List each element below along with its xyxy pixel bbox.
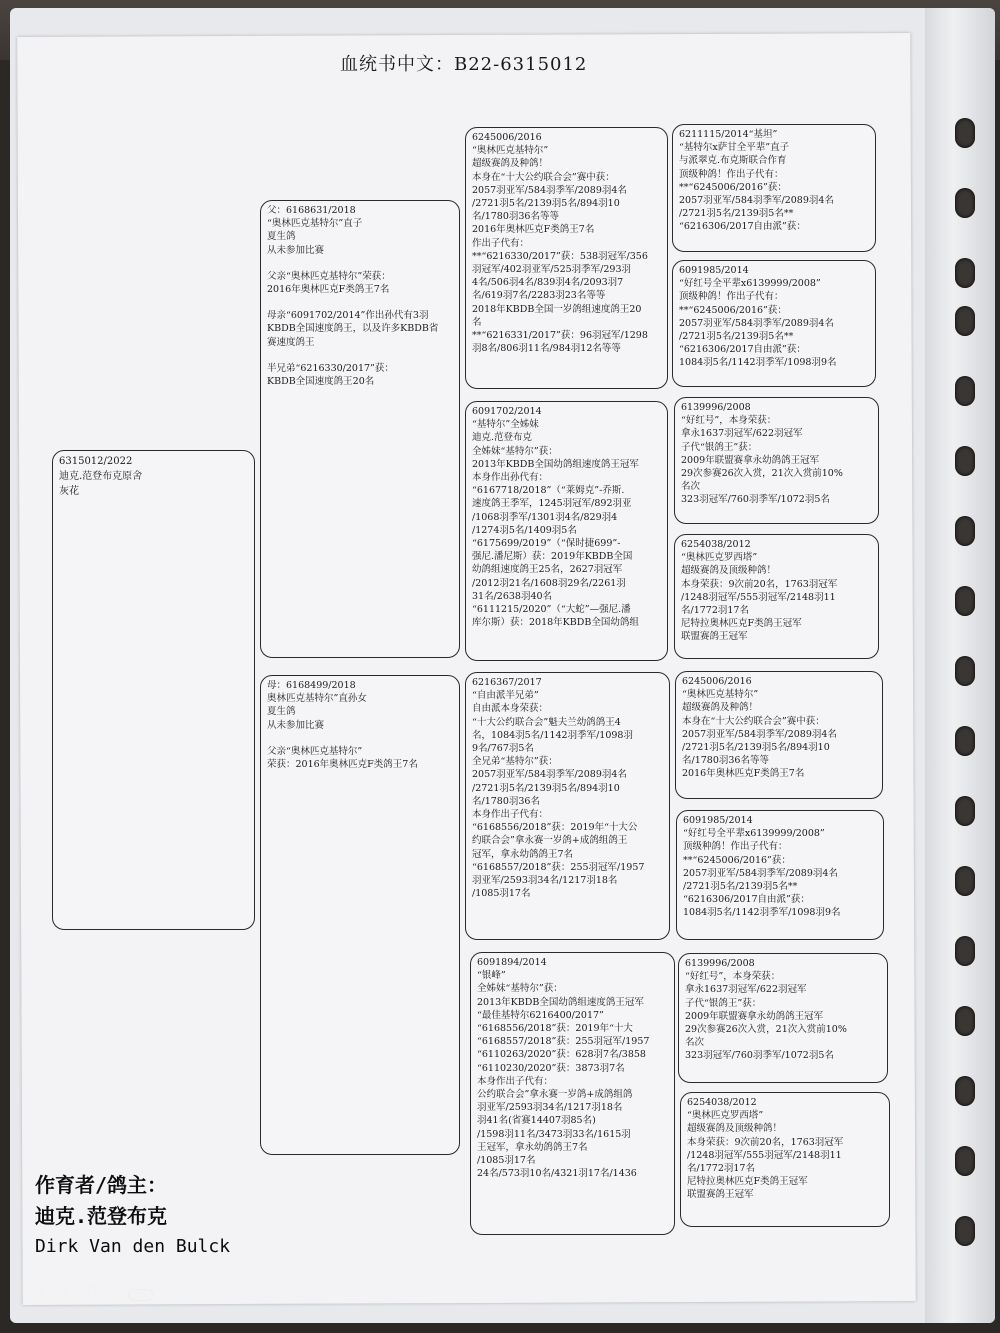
pedigree-line: “奥林匹克基特尔” bbox=[472, 145, 549, 157]
pedigree-line: /1068羽季军/1301羽4名/829羽4 bbox=[472, 511, 618, 523]
pedigree-box-sdd bbox=[674, 534, 879, 659]
pedigree-line: 半兄弟“6216330/2017”获： bbox=[267, 362, 394, 374]
pedigree-line: 2013年KBDB全国幼鸽组速度鸽王冠军 bbox=[472, 458, 639, 470]
breeder-name-cn: 迪克.范登布克 bbox=[35, 1204, 168, 1228]
pedigree-line: 奥林匹克基特尔”直孙女 bbox=[267, 693, 367, 705]
pedigree-line: 2057羽亚军/584羽季军/2089羽4名 bbox=[472, 184, 627, 196]
pedigree-line: 2057羽亚军/584羽季军/2089羽4名 bbox=[683, 867, 838, 879]
pedigree-line: 冠军，拿永幼鸽鸽王7名 bbox=[472, 848, 574, 860]
pedigree-line: 6254038/2012 bbox=[687, 1097, 757, 1108]
pedigree-line bbox=[267, 732, 453, 745]
pedigree-line: /1085羽17名 bbox=[477, 1155, 536, 1167]
pedigree-line: “6216306/2017自由派”获： bbox=[679, 344, 806, 356]
pedigree-line: /2721羽5名/2139羽5名/894羽10 bbox=[472, 198, 620, 210]
pedigree-line: 迪克.范登布克 bbox=[472, 432, 533, 444]
pedigree-line: 1084羽5名/1142羽季军/1098羽9名 bbox=[679, 357, 837, 369]
pedigree-line: 2057羽亚军/584羽季军/2089羽4名 bbox=[472, 769, 627, 781]
pedigree-line: 名，1084羽5名/1142羽季军/1098羽 bbox=[472, 729, 633, 741]
pedigree-line: 父：6168631/2018 bbox=[267, 205, 356, 216]
pedigree-line: “奥林匹克基特尔” bbox=[682, 689, 759, 701]
binder-hole bbox=[955, 1216, 975, 1246]
pedigree-line: “6167718/2018”（“莱姆克”-乔斯. bbox=[472, 485, 625, 497]
pedigree-line: 本身在“十大公约联合会”赛中获： bbox=[682, 715, 825, 727]
pedigree-line: “好红号”，本身荣获： bbox=[681, 415, 777, 427]
pedigree-line: /2012羽21名/1608羽29名/2261羽 bbox=[472, 577, 626, 589]
pedigree-line: 2016年奥林匹克F类鸽王7名 bbox=[682, 768, 805, 780]
pedigree-line: “十大公约联合会”魁夫兰幼鸽鸽王4 bbox=[472, 716, 621, 728]
pedigree-line: 名/1780羽36名等等 bbox=[472, 211, 559, 223]
pedigree-line: 速度鸽王季军，1245羽冠军/892羽亚 bbox=[472, 498, 632, 510]
pedigree-box-ssd bbox=[672, 260, 876, 387]
pedigree-line: 联盟赛鸽王冠军 bbox=[687, 1189, 754, 1201]
pedigree-line: 母亲“6091702/2014”作出孙代有3羽 bbox=[267, 310, 429, 322]
pedigree-line: 名/619羽7名/2283羽23名等等 bbox=[472, 290, 606, 302]
pedigree-line: **“6245006/2016”获： bbox=[683, 854, 791, 866]
pedigree-line: 2009年联盟赛拿永幼鸽鸽王冠军 bbox=[685, 1010, 824, 1022]
pedigree-line: “好红号”，本身荣获： bbox=[685, 971, 781, 983]
pedigree-line: 全姊妹“基特尔”获： bbox=[472, 445, 558, 457]
binder-hole bbox=[955, 306, 975, 336]
pedigree-line: 赛速度鸽王 bbox=[267, 336, 315, 348]
pedigree-line: 自由派本身荣获： bbox=[472, 703, 549, 715]
pedigree-line: “好红号全平辈x6139999/2008” bbox=[679, 278, 821, 290]
pedigree-line: /2721羽5名/2139羽5名/894羽10 bbox=[472, 782, 620, 794]
pedigree-box-sire-dam bbox=[465, 401, 668, 661]
pedigree-line: 6245006/2016 bbox=[472, 132, 542, 143]
binder-hole bbox=[955, 516, 975, 546]
pedigree-line: “奥林匹克罗西塔” bbox=[687, 1110, 764, 1122]
binder-hole bbox=[955, 796, 975, 826]
pedigree-line: “6111215/2020”（“大蛇”—强尼.潘 bbox=[472, 604, 631, 616]
pedigree-line: 全兄弟“基特尔”获： bbox=[472, 756, 558, 768]
pedigree-box-sire-sire bbox=[465, 127, 668, 389]
pedigree-line: 父亲“奥林匹克基特尔” bbox=[267, 745, 363, 757]
pedigree-line: 6139996/2008 bbox=[685, 958, 755, 969]
pedigree-line: 名/1772羽17名 bbox=[681, 605, 749, 617]
pedigree-line: “最佳基特尔6216400/2017” bbox=[477, 1009, 604, 1021]
pedigree-line: 荣获：2016年奥林匹克F类鸽王7名 bbox=[267, 759, 418, 771]
watermark-badge: 5G bbox=[128, 1289, 153, 1301]
pedigree-line: “6110230/2020”获：3873羽7名 bbox=[477, 1062, 625, 1074]
pedigree-line: 2057羽亚军/584羽季军/2089羽4名 bbox=[682, 728, 837, 740]
pedigree-line: 24名/573羽10名/4321羽17名/1436 bbox=[477, 1168, 637, 1180]
pedigree-line: “自由派半兄弟” bbox=[472, 690, 539, 702]
pedigree-line: “银峰” bbox=[477, 970, 506, 982]
pedigree-box-dss bbox=[675, 671, 883, 799]
pedigree-line: 羽8名/806羽11名/984羽12名等等 bbox=[472, 343, 621, 355]
pedigree-box-subject bbox=[52, 450, 255, 930]
pedigree-line: “基特尔”全姊妹 bbox=[472, 419, 539, 431]
pedigree-line: “基特尔x萨甘全平辈”直子 bbox=[679, 142, 790, 154]
pedigree-line: 从未参加比赛 bbox=[267, 244, 325, 256]
pedigree-line: 作出子代有： bbox=[472, 237, 530, 249]
pedigree-line: “6168557/2018”获：255羽冠军/1957 bbox=[477, 1036, 650, 1048]
breeder-name-en: Dirk Van den Bulck bbox=[35, 1236, 231, 1257]
pedigree-line: 本身荣获：9次前20名，1763羽冠军 bbox=[687, 1136, 844, 1148]
pedigree-line: 与派翠克.布克斯联合作育 bbox=[679, 155, 787, 167]
binder-hole bbox=[955, 1006, 975, 1036]
pedigree-line: 本身荣获：9次前20名，1763羽冠军 bbox=[681, 578, 838, 590]
pedigree-line: 本身作出孙代有： bbox=[472, 472, 549, 484]
pedigree-line: 幼鸽组速度鸽王25名，2627羽冠军 bbox=[472, 564, 623, 576]
pedigree-line: 灰花 bbox=[59, 486, 79, 497]
pedigree-line: 名次 bbox=[681, 481, 701, 493]
pedigree-line: **“6245006/2016”获： bbox=[679, 181, 787, 193]
pedigree-line: /1085羽17名 bbox=[472, 888, 531, 900]
pedigree-line: /1248羽冠军/555羽冠军/2148羽11 bbox=[687, 1149, 842, 1161]
pedigree-line: 名/1772羽17名 bbox=[687, 1163, 755, 1175]
pedigree-line: 子代“银鸽王”获： bbox=[685, 997, 762, 1009]
pedigree-line: 31名/2638羽40名 bbox=[472, 590, 553, 602]
pedigree-line: 本身作出子代有： bbox=[477, 1075, 554, 1087]
binder-hole bbox=[955, 188, 975, 218]
pedigree-line: 323羽冠军/760羽季军/1072羽5名 bbox=[681, 494, 830, 506]
pedigree-line: 公约联合会”拿永赛一岁鸽+成鸽组鸽 bbox=[477, 1089, 633, 1101]
pedigree-line: KBDB全国速度鸽王，以及许多KBDB省 bbox=[267, 323, 439, 335]
pedigree-line: 超级赛鸽及顶级种鸽！ bbox=[681, 565, 777, 577]
pedigree-line: 本身在“十大公约联合会”赛中获： bbox=[472, 171, 615, 183]
pedigree-line: 库尔斯）获：2018年KBDB全国幼鸽组 bbox=[472, 617, 639, 629]
pedigree-line: 迪克.范登布克原舍 bbox=[59, 471, 143, 482]
page-title: 血统书中文：B22-6315012 bbox=[340, 54, 588, 75]
pedigree-line: “奥林匹克罗西塔” bbox=[681, 552, 758, 564]
pedigree-line: “6168556/2018”获：2019年“十大 bbox=[477, 1023, 633, 1035]
pedigree-line: 羽41名(省赛14407羽85名) bbox=[477, 1115, 596, 1127]
pedigree-line: 尼特拉奥林匹克F类鸽王冠军 bbox=[681, 618, 802, 630]
pedigree-line: 羽亚军/2593羽34名/1217羽18名 bbox=[472, 875, 618, 887]
pedigree-line: 羽冠军/402羽亚军/525羽季军/293羽 bbox=[472, 264, 632, 276]
pedigree-line: 2018年KBDB全国一岁鸽组速度鸽王20 bbox=[472, 303, 642, 315]
pedigree-line: 2016年奥林匹克F类鸽王7名 bbox=[267, 284, 390, 296]
pedigree-line: 名/1780羽36名 bbox=[472, 795, 540, 807]
pedigree-line: 全姊妹“基特尔”获： bbox=[477, 983, 563, 995]
binder-hole bbox=[955, 446, 975, 476]
pedigree-box-dds bbox=[678, 953, 888, 1083]
pedigree-line bbox=[267, 349, 453, 362]
pedigree-box-sss bbox=[672, 124, 876, 252]
pedigree-line: 6216367/2017 bbox=[472, 677, 542, 688]
pedigree-line: 子代“银鸽王”获： bbox=[681, 441, 758, 453]
pedigree-line: 强尼.潘尼斯）获：2019年KBDB全国 bbox=[472, 551, 633, 563]
pedigree-line: 超级赛鸽及顶级种鸽！ bbox=[687, 1123, 783, 1135]
pedigree-line: /1248羽冠军/555羽冠军/2148羽11 bbox=[681, 591, 836, 603]
pedigree-box-dam-sire bbox=[465, 672, 670, 940]
pedigree-box-ddd bbox=[680, 1092, 890, 1227]
watermark-brand: X30 Pro bbox=[34, 1282, 123, 1306]
pedigree-line: **“6245006/2016”获： bbox=[679, 304, 787, 316]
breeder-label: 作育者/鸽主： bbox=[35, 1173, 168, 1197]
pedigree-line: **“6216331/2017”获：96羽冠军/1298 bbox=[472, 330, 648, 342]
pedigree-line: 2013年KBDB全国幼鸽组速度鸽王冠军 bbox=[477, 996, 644, 1008]
pedigree-line: 6211115/2014“基坦” bbox=[679, 129, 778, 140]
pedigree-line: /2721羽5名/2139羽5名** bbox=[679, 208, 794, 220]
binder-hole bbox=[955, 586, 975, 616]
pedigree-line: “6175699/2019”（“保时捷699”- bbox=[472, 538, 621, 550]
pedigree-line: /2721羽5名/2139羽5名/894羽10 bbox=[682, 742, 830, 754]
pedigree-line: 323羽冠军/760羽季军/1072羽5名 bbox=[685, 1050, 834, 1062]
camera-watermark bbox=[34, 1282, 153, 1306]
pedigree-line: “6168556/2018”获：2019年“十大公 bbox=[472, 822, 638, 834]
pedigree-line: 王冠军，拿永幼鸽鸽王7名 bbox=[477, 1141, 588, 1153]
pedigree-box-dam bbox=[260, 675, 460, 1155]
pedigree-box-sds bbox=[674, 397, 879, 524]
pedigree-line: 母：6168499/2018 bbox=[267, 680, 356, 691]
pedigree-line: /2721羽5名/2139羽5名** bbox=[683, 881, 798, 893]
pedigree-line: 拿永1637羽冠军/622羽冠军 bbox=[685, 984, 807, 996]
pedigree-line: **“6216330/2017”获：538羽冠军/356 bbox=[472, 250, 648, 262]
pedigree-line: 羽亚军/2593羽34名/1217羽18名 bbox=[477, 1102, 623, 1114]
binder-hole bbox=[955, 376, 975, 406]
pedigree-line: 超级赛鸽及种鸽！ bbox=[472, 158, 549, 170]
pedigree-line: “6216306/2017自由派”获： bbox=[683, 894, 810, 906]
pedigree-line: 6139996/2008 bbox=[681, 402, 751, 413]
pedigree-line: 本身作出子代有： bbox=[472, 809, 549, 821]
pedigree-line: 约联合会”拿永赛一岁鸽+成鸽组鸽王 bbox=[472, 835, 628, 847]
pedigree-line: “好红号全平辈x6139999/2008” bbox=[683, 828, 825, 840]
pedigree-line: 6091702/2014 bbox=[472, 406, 542, 417]
pedigree-line: 父亲“奥林匹克基特尔”荣获： bbox=[267, 270, 391, 282]
pedigree-line: “6110263/2020”获：628羽7名/3858 bbox=[477, 1049, 646, 1061]
binder-hole bbox=[955, 936, 975, 966]
pedigree-line: 联盟赛鸽王冠军 bbox=[681, 631, 748, 643]
binder-hole bbox=[955, 866, 975, 896]
pedigree-line: 6091985/2014 bbox=[683, 815, 753, 826]
pedigree-line: 9名/767羽5名 bbox=[472, 743, 534, 755]
pedigree-box-dam-dam bbox=[470, 952, 675, 1235]
pedigree-line: 29次参赛26次入赏，21次入赏前10% bbox=[685, 1024, 847, 1036]
pedigree-line: 名 bbox=[472, 316, 482, 328]
pedigree-box-dsd bbox=[676, 810, 884, 940]
pedigree-line bbox=[267, 257, 453, 270]
pedigree-line: 2057羽亚军/584羽季军/2089羽4名 bbox=[679, 317, 834, 329]
pedigree-line: 顶级种鸽！作出子代有： bbox=[679, 168, 784, 180]
pedigree-line: 2057羽亚军/584羽季军/2089羽4名 bbox=[679, 195, 834, 207]
pedigree-line: 2009年联盟赛拿永幼鸽鸽王冠军 bbox=[681, 454, 820, 466]
pedigree-line: 1084羽5名/1142羽季军/1098羽9名 bbox=[683, 907, 841, 919]
pedigree-line: /1274羽5名/1409羽5名 bbox=[472, 524, 577, 536]
pedigree-line: 尼特拉奥林匹克F类鸽王冠军 bbox=[687, 1176, 808, 1188]
pedigree-line: KBDB全国速度鸽王20名 bbox=[267, 376, 375, 388]
pedigree-line: 2016年奥林匹克F类鸽王7名 bbox=[472, 224, 595, 236]
pedigree-line: 4名/506羽4名/839羽4名/2093羽7 bbox=[472, 277, 624, 289]
pedigree-line: “奥林匹克基特尔”直子 bbox=[267, 218, 363, 230]
pedigree-line: 6254038/2012 bbox=[681, 539, 751, 550]
pedigree-line: 6091894/2014 bbox=[477, 957, 547, 968]
pedigree-line: 29次参赛26次入赏，21次入赏前10% bbox=[681, 468, 843, 480]
pedigree-box-sire bbox=[260, 200, 460, 658]
pedigree-line bbox=[267, 296, 453, 309]
breeder-block bbox=[35, 1170, 230, 1262]
pedigree-line: 6091985/2014 bbox=[679, 265, 749, 276]
pedigree-line: 超级赛鸽及种鸽！ bbox=[682, 702, 759, 714]
pedigree-line: “6168557/2018”获：255羽冠军/1957 bbox=[472, 861, 645, 873]
binder-hole bbox=[955, 1076, 975, 1106]
pedigree-line: 6245006/2016 bbox=[682, 676, 752, 687]
pedigree-line: 名/1780羽36名等等 bbox=[682, 755, 769, 767]
pedigree-line: 夏生鸽 bbox=[267, 231, 296, 243]
pedigree-line: /1598羽11名/3473羽33名/1615羽 bbox=[477, 1128, 631, 1140]
binder-hole bbox=[955, 726, 975, 756]
pedigree-line: /2721羽5名/2139羽5名** bbox=[679, 331, 794, 343]
pedigree-line: 从未参加比赛 bbox=[267, 719, 325, 731]
pedigree-line: 拿永1637羽冠军/622羽冠军 bbox=[681, 428, 803, 440]
pedigree-line: 6315012/2022 bbox=[59, 456, 133, 467]
binder-hole bbox=[955, 1146, 975, 1176]
pedigree-line: “6216306/2017自由派”获： bbox=[679, 221, 806, 233]
binder-hole bbox=[955, 656, 975, 686]
pedigree-line: 名次 bbox=[685, 1037, 705, 1049]
binder-hole bbox=[955, 258, 975, 288]
pedigree-line: 顶级种鸽！作出子代有： bbox=[679, 291, 784, 303]
binder-hole bbox=[955, 118, 975, 148]
pedigree-line: 顶级种鸽！作出子代有： bbox=[683, 841, 788, 853]
pedigree-line: 夏生鸽 bbox=[267, 706, 296, 718]
